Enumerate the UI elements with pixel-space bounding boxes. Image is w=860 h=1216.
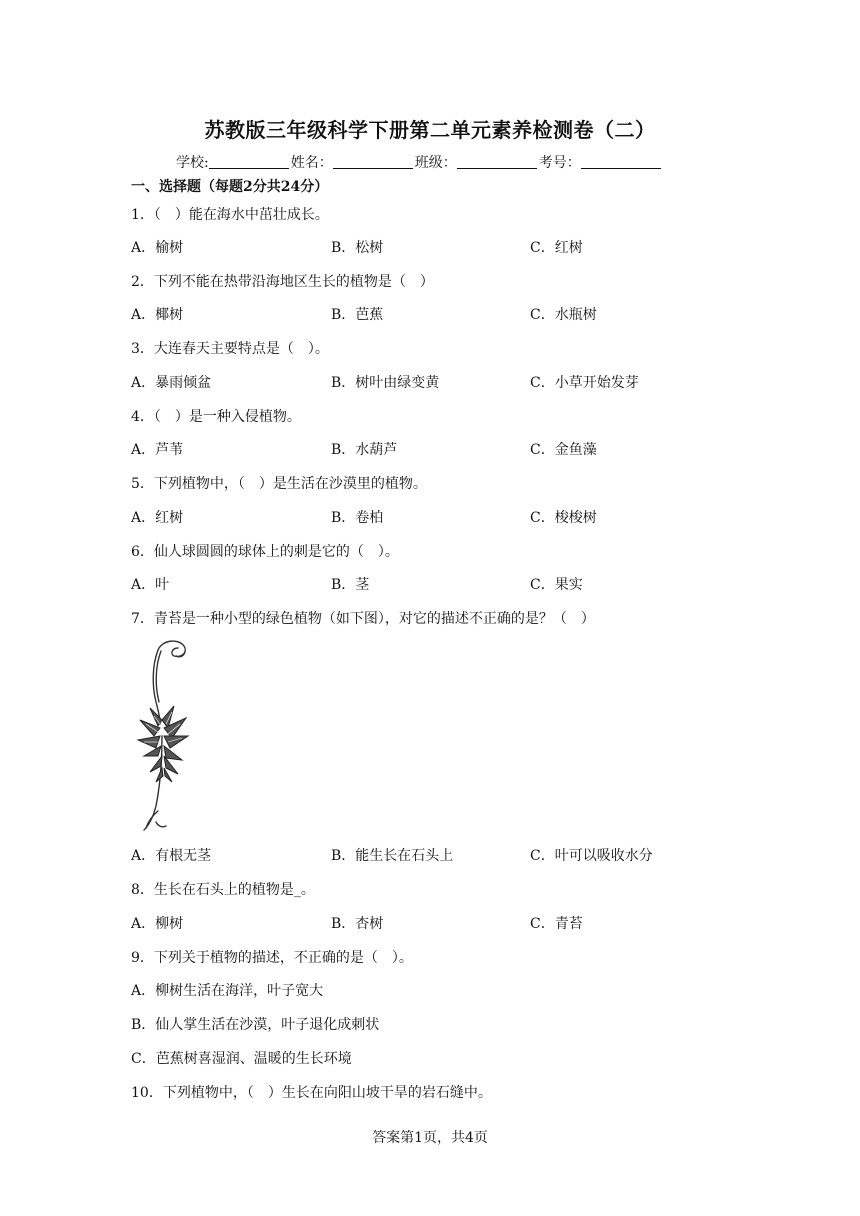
q8-option-a: A．柳树	[131, 916, 184, 932]
name-label: 姓名：	[290, 155, 333, 171]
q1-option-c: C．红树	[530, 240, 583, 256]
q9-option-a: A．柳树生活在海洋，叶子宽大	[131, 983, 324, 999]
question-9: 9．下列关于植物的描述，不正确的是（ ）。	[131, 950, 413, 966]
exam-no-label: 考号：	[538, 155, 581, 171]
q5-option-c: C．梭梭树	[530, 510, 597, 526]
question-6: 6．仙人球圆圆的球体上的刺是它的（ ）。	[131, 544, 399, 560]
q6-option-a: A．叶	[131, 577, 170, 593]
page-footer: 答案第1页，共4页	[372, 1130, 488, 1146]
q3-option-c: C．小草开始发芽	[530, 375, 639, 391]
q6-option-b: B．茎	[331, 577, 370, 593]
q3-option-a: A．暴雨倾盆	[131, 375, 212, 391]
q2-option-c: C．水瓶树	[530, 307, 597, 323]
question-3: 3．大连春天主要特点是（ ）。	[131, 341, 329, 357]
q8-option-c: C．青苔	[530, 916, 583, 932]
school-blank	[209, 154, 289, 169]
q7-option-b: B．能生长在石头上	[331, 848, 454, 864]
section-heading: 一、选择题（每题2分共24分）	[131, 179, 329, 195]
exam-no-blank	[581, 154, 661, 169]
class-blank	[457, 154, 537, 169]
question-4: 4．（ ）是一种入侵植物。	[131, 409, 301, 425]
question-7: 7．青苔是一种小型的绿色植物（如下图），对它的描述不正确的是？（ ）	[131, 611, 595, 627]
q5-option-a: A．红树	[131, 510, 184, 526]
student-info-line	[176, 152, 663, 172]
q7-option-a: A．有根无茎	[131, 848, 212, 864]
q9-option-c: C．芭蕉树喜湿润、温暖的生长环境	[131, 1051, 352, 1067]
school-label: 学校:	[176, 155, 209, 171]
name-blank	[333, 154, 413, 169]
question-10: 10．下列植物中，（ ）生长在向阳山坡干旱的岩石缝中。	[131, 1085, 492, 1101]
q8-option-b: B．杏树	[331, 916, 384, 932]
q4-option-b: B．水葫芦	[331, 442, 398, 458]
q6-option-c: C．果实	[530, 577, 583, 593]
q4-option-a: A．芦苇	[131, 442, 184, 458]
question-1: 1．（ ）能在海水中茁壮成长。	[131, 207, 329, 223]
q3-option-b: B．树叶由绿变黄	[331, 375, 440, 391]
q5-option-b: B．卷柏	[331, 510, 384, 526]
q2-option-a: A．椰树	[131, 307, 184, 323]
q4-option-c: C．金鱼藻	[530, 442, 597, 458]
q2-option-b: B．芭蕉	[331, 307, 384, 323]
page-title: 苏教版三年级科学下册第二单元素养检测卷（二）	[204, 118, 656, 142]
question-2: 2．下列不能在热带沿海地区生长的植物是（ ）	[131, 274, 434, 290]
q9-option-b: B．仙人掌生活在沙漠，叶子退化成刺状	[131, 1017, 380, 1033]
moss-plant-illustration	[128, 636, 200, 834]
q1-option-b: B．松树	[331, 240, 384, 256]
q1-option-a: A．榆树	[131, 240, 184, 256]
class-label: 班级：	[414, 155, 457, 171]
question-5: 5．下列植物中，（ ）是生活在沙漠里的植物。	[131, 476, 427, 492]
question-8: 8．生长在石头上的植物是_。	[131, 882, 315, 898]
q7-option-c: C．叶可以吸收水分	[530, 848, 653, 864]
